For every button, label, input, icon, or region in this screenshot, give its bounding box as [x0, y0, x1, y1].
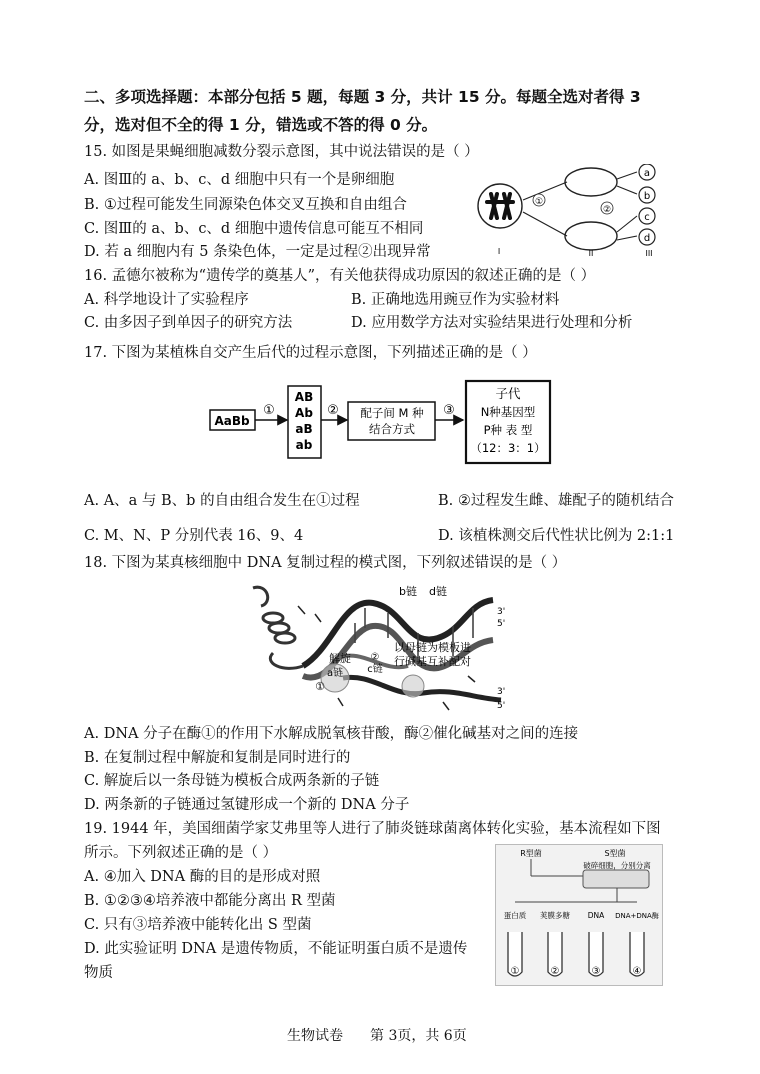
combination-line1: 配子间 M 种 [360, 406, 424, 420]
pairing-note-line1: 以母链为模板进 [394, 641, 471, 654]
fraction-protein: 蛋白质 [503, 911, 527, 920]
cell-b-label: b [643, 191, 651, 202]
question-19-option-a: A. ④加入 DNA 酶的目的是形成对照 [84, 869, 321, 885]
cell-i [478, 184, 522, 228]
question-19-option-c: C. 只有③培养液中能转化出 S 型菌 [84, 917, 312, 933]
question-19-option-d: D. 此实验证明 DNA 是遗传物质，不能证明蛋白质不是遗传 [84, 941, 468, 957]
offspring-ratio: （12：3：1） [470, 441, 546, 455]
s-cell-extract [583, 870, 649, 888]
fraction-dna-dnase: DNA+DNA酶 [615, 912, 659, 920]
enzyme-polymerase [402, 675, 424, 697]
combination-line2: 结合方式 [369, 422, 415, 436]
a-chain-label: a链 [327, 668, 344, 679]
question-16-option-c: C. 由多因子到单因子的研究方法 [84, 315, 293, 331]
d-chain-label: d链 [429, 585, 447, 598]
offspring-phenotypes: P种 表 型 [483, 423, 533, 437]
chromosomes [487, 194, 513, 218]
arrow-to-a [617, 172, 637, 179]
question-17-option-b: B. ②过程发生雌、雄配子的随机结合 [438, 493, 674, 509]
tube-3-label: ③ [591, 966, 601, 977]
question-17-option-c: C. M、N、P 分别代表 16、9、4 [84, 528, 304, 544]
question-18-option-b: B. 在复制过程中解旋和复制是同时进行的 [84, 750, 351, 766]
b-chain-label: b链 [399, 585, 417, 598]
step1-label: ① [534, 197, 544, 207]
section-title-line1: 二、多项选择题：本部分包括 5 题，每题 3 分，共计 15 分。每题全选对者得 3 [84, 88, 641, 106]
process-label: 破碎细胞，分别分离 [583, 861, 651, 870]
parent-genotype: AaBb [214, 414, 250, 428]
step2-label: ② [327, 403, 339, 418]
offspring-title: 子代 [495, 386, 521, 401]
question-17-option-d: D. 该植株测交后代性状比例为 2:1:1 [438, 528, 675, 544]
stage-iii-label: III [645, 249, 653, 258]
section-title-line2: 分，选对但不全的得 1 分，错选或不答的得 0 分。 [84, 116, 438, 134]
stage-ii-label: II [588, 249, 594, 258]
s-type-label: S型菌 [604, 849, 626, 858]
enzyme-1-label: ① [315, 680, 325, 693]
end-5-top: 5' [497, 619, 506, 629]
question-15-option-a: A. 图Ⅲ的 a、b、c、d 细胞中只有一个是卵细胞 [84, 172, 395, 188]
cell-ii-top [565, 168, 617, 196]
pairing-note-line2: 行碱基互补配对 [394, 655, 471, 668]
question-17-stem: 17. 下图为某植株自交产生后代的过程示意图，下列描述正确的是（ ） [84, 345, 537, 361]
end-5-bottom: 5' [497, 701, 506, 711]
question-16-stem: 16. 孟德尔被称为“遗传学的奠基人”，有关他获得成功原因的叙述正确的是（ ） [84, 268, 596, 284]
question-15-option-c: C. 图Ⅲ的 a、b、c、d 细胞中遗传信息可能互不相同 [84, 221, 424, 237]
avery-experiment-figure [495, 844, 663, 986]
self-cross-flow-figure [205, 378, 560, 468]
cell-d-label: d [643, 233, 651, 244]
question-17-option-a: A. A、a 与 B、b 的自由组合发生在①过程 [84, 493, 360, 509]
question-18-stem: 18. 下图为某真核细胞中 DNA 复制过程的模式图，下列叙述错误的是（ ） [84, 555, 567, 571]
end-3-bottom: 3' [497, 687, 506, 697]
c-chain-label: c链 [367, 664, 383, 675]
meiosis-figure [473, 164, 663, 258]
cell-ii-bottom [565, 222, 617, 250]
question-16-option-d: D. 应用数学方法对实验结果进行处理和分析 [351, 315, 633, 331]
question-16-option-a: A. 科学地设计了实验程序 [84, 292, 249, 308]
question-15-option-d: D. 若 a 细胞内有 5 条染色体，一定是过程②出现异常 [84, 244, 431, 260]
dna-replication-figure [243, 578, 508, 718]
stage-i-label: I [497, 247, 501, 256]
offspring-genotypes: N种基因型 [480, 405, 536, 419]
question-15-stem: 15. 如图是果蝇细胞减数分裂示意图，其中说法错误的是（ ） [84, 144, 479, 160]
question-19-stem-line2: 所示。下列叙述正确的是（ ） [84, 845, 278, 861]
arrow-to-b [617, 186, 637, 194]
tube-4-label: ④ [632, 966, 642, 977]
question-18-option-a: A. DNA 分子在酶①的作用下水解成脱氧核苷酸，酶②催化碱基对之间的连接 [84, 726, 579, 742]
gamete-ab-lower-upper: aB [295, 422, 313, 436]
cell-c-label: c [644, 212, 650, 223]
arrow-to-c [617, 216, 637, 232]
gamete-ab-mixed: Ab [295, 406, 313, 420]
enzyme-2-label: ② [370, 652, 380, 663]
chromatin-coil [253, 587, 303, 668]
cell-a-label: a [643, 168, 651, 179]
question-19-stem-line1: 19. 1944 年，美国细菌学家艾弗里等人进行了肺炎链球菌离体转化实验，基本流程如下图 [84, 821, 661, 837]
unwind-label: 解旋 [329, 652, 351, 665]
tube-2-label: ② [550, 966, 560, 977]
fraction-dna: DNA [587, 911, 605, 920]
step1-label: ① [263, 403, 275, 418]
step3-label: ③ [443, 403, 455, 418]
tube-1-label: ① [510, 966, 520, 977]
question-18-option-c: C. 解旋后以一条母链为模板合成两条新的子链 [84, 773, 380, 789]
question-18-option-d: D. 两条新的子链通过氢键形成一个新的 DNA 分子 [84, 797, 410, 813]
question-19-option-d-cont: 物质 [84, 965, 113, 981]
fraction-polysaccharide: 荚膜多糖 [540, 911, 570, 920]
end-3-top: 3' [497, 607, 506, 617]
question-16-option-b: B. 正确地选用豌豆作为实验材料 [351, 292, 560, 308]
gamete-ab-upper: AB [294, 390, 314, 404]
r-type-label: R型菌 [520, 849, 542, 858]
arrow-to-d [617, 236, 637, 240]
question-19-option-b: B. ①②③④培养液中都能分离出 R 型菌 [84, 893, 336, 909]
footer-page-number: 第 3页，共 6页 [370, 1028, 467, 1044]
arrow-step1-bottom [523, 212, 567, 236]
arrow-step1-top [523, 182, 567, 200]
question-15-option-b: B. ①过程可能发生同源染色体交叉互换和自由组合 [84, 197, 407, 213]
step2-label: ② [602, 205, 612, 215]
gamete-ab-lower: ab [295, 438, 313, 452]
footer-subject: 生物试卷 [287, 1028, 343, 1044]
